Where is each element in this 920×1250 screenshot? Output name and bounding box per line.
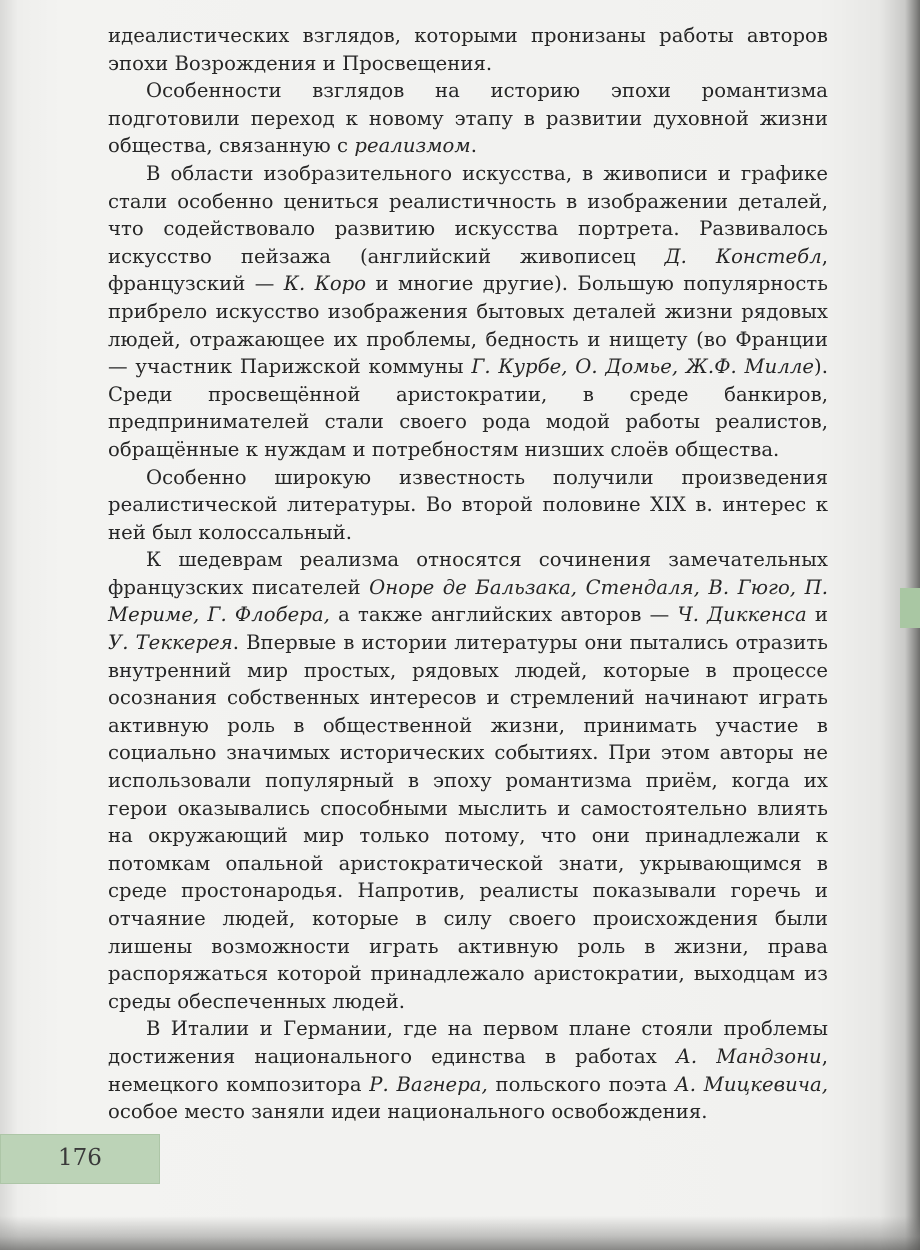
text-run: В области изобразительного искусства, в живописи и графике стали особенно цениться реалистичность в изображении деталей, что содействовало развитию искусства портрета. Развивалось искусство пейзажа (английский живописец	[108, 161, 828, 268]
body-text	[108, 22, 828, 1126]
text-run: ). Среди просвещённой аристократии, в среде банкиров, предпринимателей стали своего рода модой работы реалистов, обращённые к нуждам и потребностям низших слоёв общества.	[108, 355, 828, 461]
page-edge-shadow	[0, 1216, 920, 1250]
text-run: Особенно широкую известность получили произведения реалистической литературы. Во второй половине XIX в. интерес к ней был колоссальный.	[108, 465, 828, 544]
text-run: и	[806, 603, 829, 627]
text-run: , французский —	[108, 244, 828, 296]
paragraph	[108, 546, 828, 1015]
chapter-marker-tab	[900, 588, 920, 628]
text-run: . Впервые в истории литературы они пытались отразить внутренний мир простых, рядовых людей, которые в процессе осознания собственных интересов и стремлений начинают играть активную роль в общественной жизни, принимать участие в социально значимых исторических событиях. При этом авторы не использовали популярный в эпоху романтизма приём, когда их герои оказывались способными мыслить и самостоятельно влиять на окружающий мир только потому, что они принадлежали к потомкам опальной аристократической знати, укрывающимся в среде простонародья. Напротив, реалисты показывали горечь и отчаяние людей, которые в силу своего происхождения были лишены возможности играть активную роль в жизни, права распоряжаться которой принадлежало аристократии, выходцам из среды обеспеченных людей.	[108, 631, 828, 1013]
paragraph	[108, 160, 828, 464]
page-number: 176	[58, 1145, 102, 1171]
text-run: К шедеврам реализма относятся сочинения замечательных французских писателей	[108, 548, 828, 599]
italic-name: Р. Вагнера,	[369, 1072, 488, 1096]
italic-name: Оноре де Бальзака, Стендаля, В. Гюго, П. Мериме, Г. Флобера,	[108, 575, 828, 627]
italic-name: Ч. Диккенса	[677, 603, 807, 627]
italic-name: А. Мицкевича,	[674, 1072, 828, 1096]
text-run: , немецкого композитора	[108, 1044, 828, 1096]
paragraph	[108, 77, 828, 160]
text-run: особое место заняли идеи национального освобождения.	[108, 1100, 708, 1124]
paragraph	[108, 1015, 828, 1125]
paragraph	[108, 22, 828, 77]
paragraph	[108, 464, 828, 547]
text-run: В Италии и Германии, где на первом плане стояли проблемы достижения национального единства в работах	[108, 1017, 828, 1068]
italic-name: К. Коро	[283, 272, 367, 296]
italic-name: А. Мандзони	[675, 1044, 822, 1068]
text-run: а также английских авторов —	[329, 603, 678, 627]
italic-name: Д. Констебл	[664, 244, 822, 268]
text-run: польского поэта	[487, 1072, 675, 1096]
text-run: и многие другие). Большую популярность прибрело искусство изображения бытовых деталей жизни рядовых людей, отражающее их проблемы, бедность и нищету (во Франции — участник Парижской коммуны	[108, 272, 829, 379]
text-run: Особенности взглядов на историю эпохи романтизма подготовили переход к новому этапу в развитии духовной жизни общества, связанную с	[108, 79, 828, 158]
text-run: идеалистических взглядов, которыми пронизаны работы авторов эпохи Возрождения и Просвещения.	[108, 24, 828, 75]
italic-name: Г. Курбе, О. Домье, Ж.Ф. Милле	[471, 355, 815, 379]
italic-name: реализмом	[354, 134, 471, 158]
text-run: .	[470, 134, 477, 158]
italic-name: У. Теккерея	[108, 631, 233, 655]
